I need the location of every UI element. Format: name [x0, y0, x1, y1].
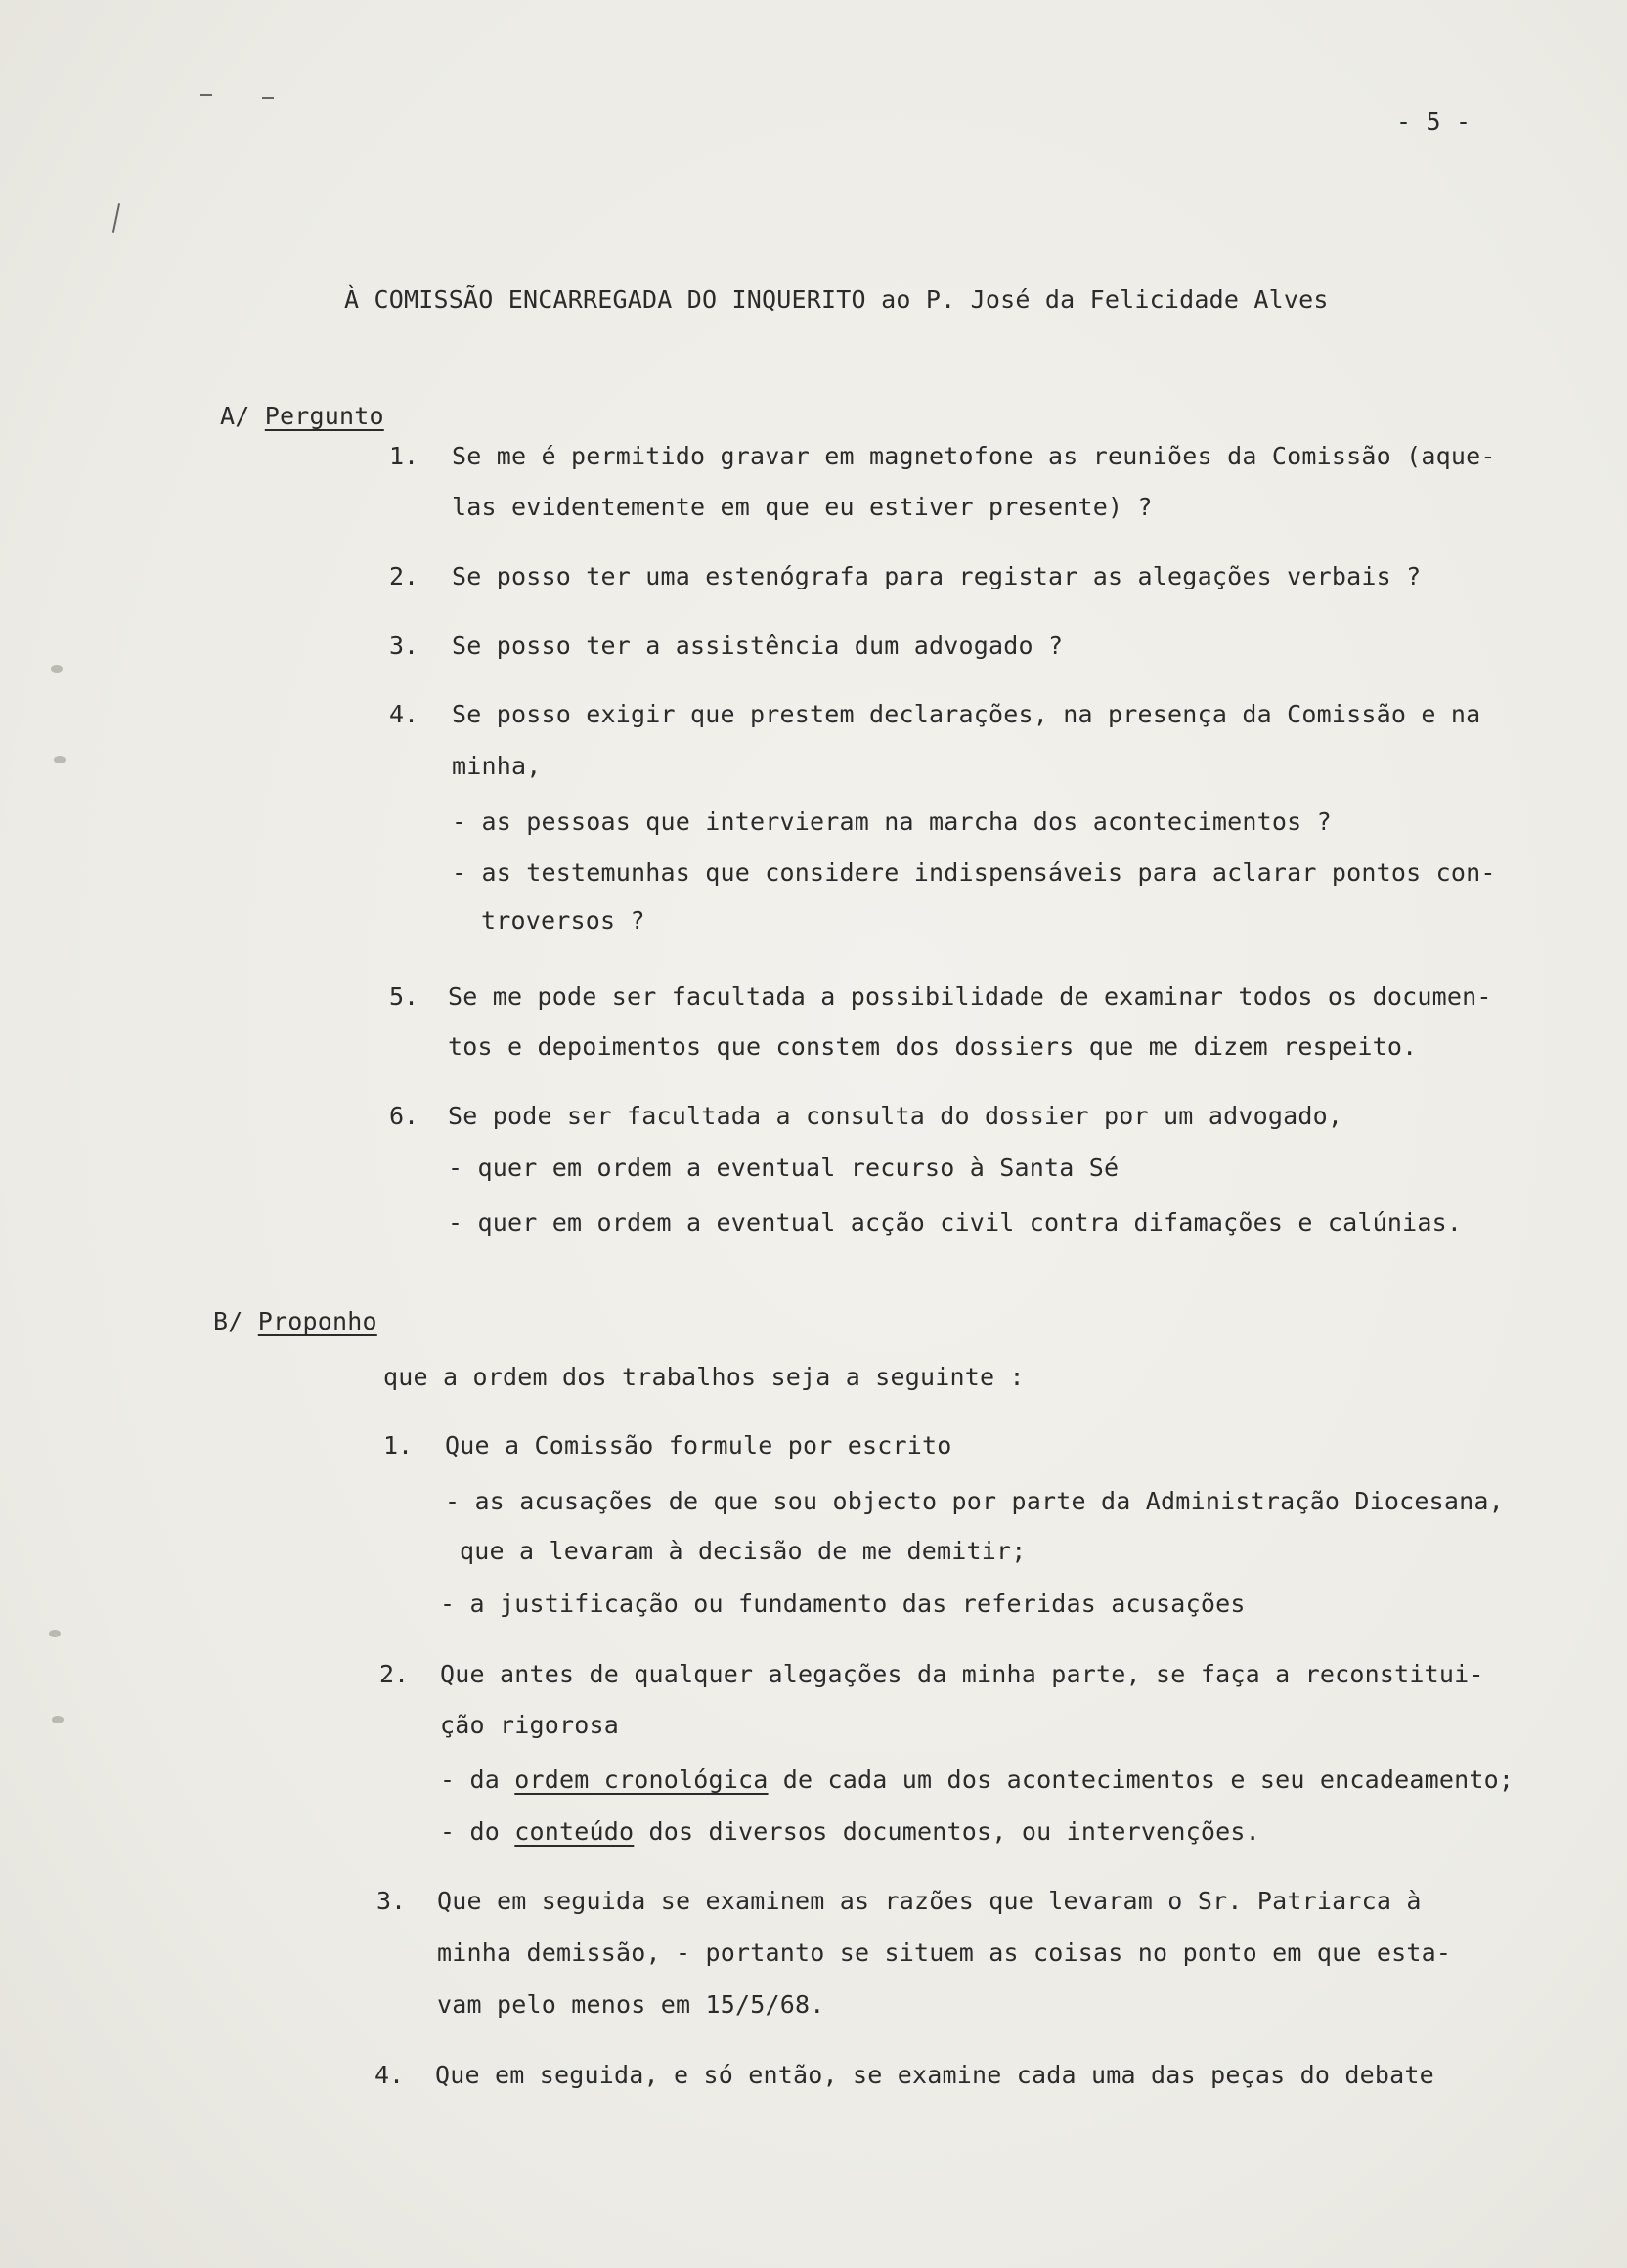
item-line: Se posso ter a assistência dum advogado ? — [452, 632, 1064, 660]
item-line: minha demissão, - portanto se situem as coisas no ponto em que esta- — [437, 1939, 1452, 1967]
item-line: Se pode ser facultada a consulta do dossier por um advogado, — [448, 1102, 1343, 1130]
item-line: Que em seguida, e só então, se examine cada uma das peças do debate — [435, 2061, 1434, 2089]
item-line: Que antes de qualquer alegações da minha parte, se faça a reconstitui- — [440, 1660, 1484, 1688]
item-number: 4. — [374, 2061, 405, 2089]
item-line: - as testemunhas que considere indispensáveis para aclarar pontos con- — [452, 858, 1496, 887]
item-line: - as pessoas que intervieram na marcha dos acontecimentos ? — [452, 807, 1332, 836]
item-line: troversos ? — [481, 906, 645, 935]
item-number: 6. — [389, 1102, 419, 1130]
item-line: - quer em ordem a eventual recurso à Santa Sé — [448, 1154, 1120, 1182]
item-line: tos e depoimentos que constem dos dossiers que me dizem respeito. — [448, 1032, 1418, 1061]
item-number: 4. — [389, 700, 419, 728]
section-a-prefix: A/ — [220, 402, 250, 430]
item-line: - as acusações de que sou objecto por parte da Administração Diocesana, — [445, 1487, 1504, 1515]
punch-hole — [52, 1716, 64, 1723]
section-b-prefix: B/ — [213, 1307, 243, 1335]
subline-emphasis: conteúdo — [514, 1817, 635, 1846]
item-line: Se posso exigir que prestem declarações, na presença da Comissão e na — [452, 700, 1481, 728]
punch-hole — [51, 665, 63, 673]
title-addressee: À COMISSÃO ENCARREGADA DO INQUERITO — [344, 285, 866, 314]
section-b-heading — [213, 1307, 377, 1336]
item-line: minha, — [452, 752, 542, 780]
item-line: que a levaram à decisão de me demitir; — [460, 1537, 1027, 1565]
item-line: - quer em ordem a eventual acção civil contra difamações e calúnias. — [448, 1208, 1463, 1237]
section-b-label: Proponho — [257, 1307, 377, 1335]
item-number: 3. — [376, 1887, 407, 1915]
item-line: las evidentemente em que eu estiver presente) ? — [452, 493, 1153, 521]
item-number: 1. — [389, 442, 419, 470]
subline-rest: de cada um dos acontecimentos e seu encadeamento; — [768, 1766, 1515, 1794]
item-number: 1. — [383, 1431, 414, 1460]
page-title — [344, 285, 1329, 315]
item-line: Que em seguida se examinem as razões que levaram o Sr. Patriarca à — [437, 1887, 1422, 1915]
stray-mark — [112, 203, 120, 233]
punch-hole — [54, 756, 66, 763]
item-number: 2. — [389, 562, 419, 590]
item-line: Que a Comissão formule por escrito — [445, 1431, 952, 1460]
item-line: ção rigorosa — [440, 1711, 620, 1739]
subline-emphasis: ordem cronológica — [514, 1766, 769, 1794]
stray-mark — [262, 97, 274, 99]
section-a-heading — [220, 402, 384, 431]
item-line: Se me pode ser facultada a possibilidade de examinar todos os documen- — [448, 982, 1492, 1011]
punch-hole — [49, 1630, 61, 1637]
page-number: - 5 - — [1396, 108, 1472, 136]
item-number: 2. — [379, 1660, 410, 1688]
title-subject: ao P. José da Felicidade Alves — [881, 285, 1329, 314]
item-line: Se me é permitido gravar em magnetofone as reuniões da Comissão (aque- — [452, 442, 1496, 470]
subline-prefix: - da — [440, 1766, 515, 1794]
item-line: Se posso ter uma estenógrafa para registar as alegações verbais ? — [452, 562, 1422, 590]
item-subline — [440, 1817, 1260, 1847]
item-line: vam pelo menos em 15/5/68. — [437, 1990, 825, 2019]
item-subline — [440, 1766, 1514, 1795]
section-a-label: Pergunto — [264, 402, 384, 430]
item-number: 3. — [389, 632, 419, 660]
item-line: - a justificação ou fundamento das referidas acusações — [440, 1590, 1246, 1618]
section-b-intro: que a ordem dos trabalhos seja a seguinte : — [383, 1363, 1025, 1391]
item-number: 5. — [389, 982, 419, 1011]
subline-prefix: - do — [440, 1817, 515, 1846]
subline-rest: dos diversos documentos, ou intervenções. — [634, 1817, 1260, 1846]
stray-mark — [200, 94, 212, 96]
